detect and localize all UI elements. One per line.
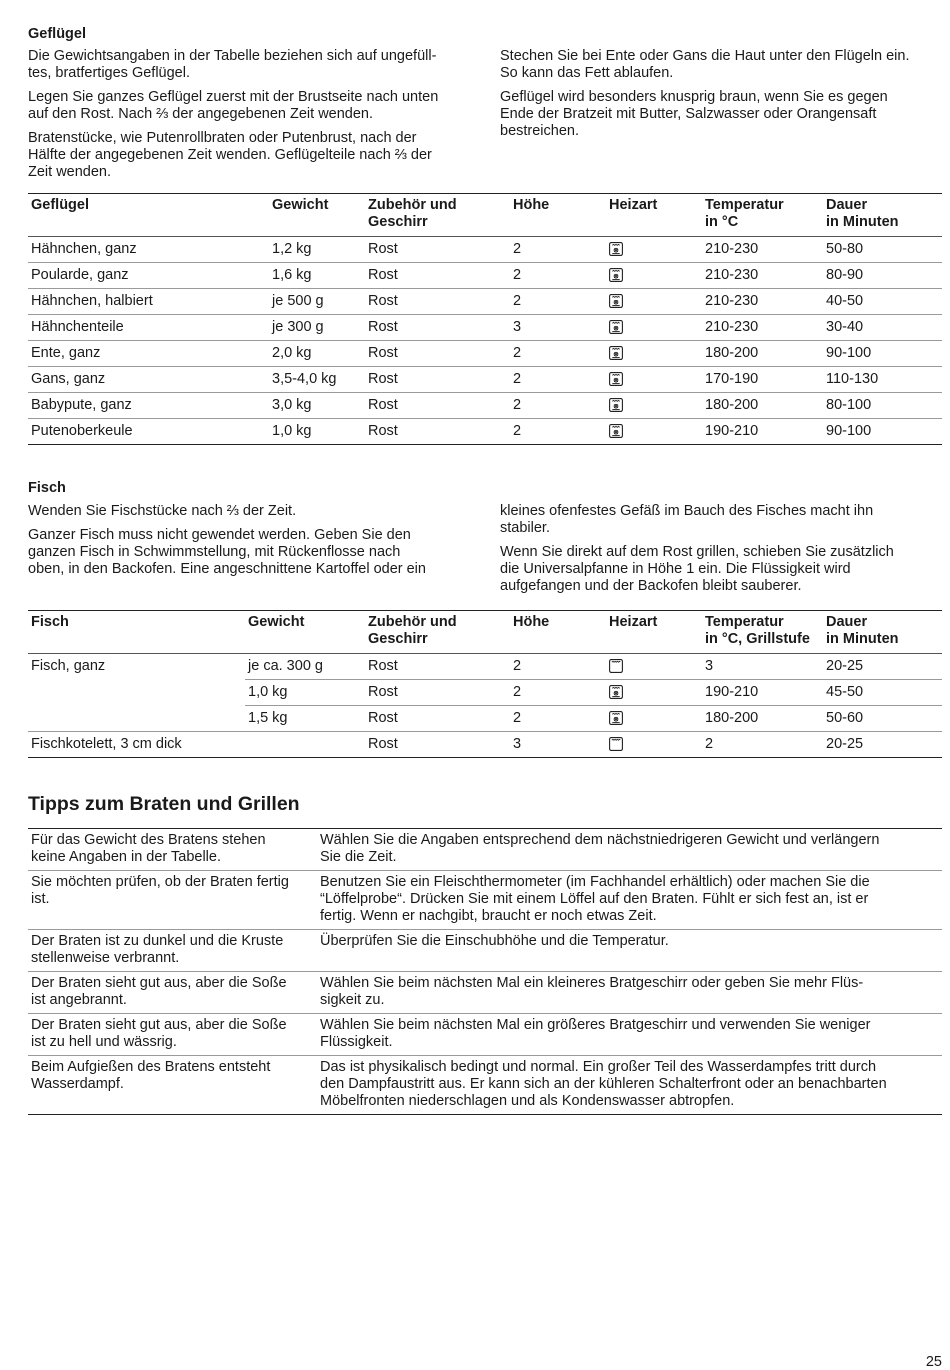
level-cell: 2 bbox=[510, 237, 606, 263]
heating-mode-cell bbox=[606, 654, 702, 680]
table-row bbox=[28, 237, 942, 263]
column-header: Gewicht bbox=[269, 194, 365, 237]
fisch-right-column bbox=[500, 503, 945, 602]
heating-mode-cell bbox=[606, 263, 702, 289]
accessory-cell: Rost bbox=[365, 367, 510, 393]
circulating-air-grill-icon bbox=[609, 319, 623, 335]
accessory-cell: Rost bbox=[365, 237, 510, 263]
table-row bbox=[28, 654, 942, 680]
circulating-air-grill-icon bbox=[609, 241, 623, 257]
tips-row bbox=[28, 1056, 942, 1115]
column-header: Temperatur in °C, Grillstufe bbox=[702, 611, 823, 654]
heating-mode-cell bbox=[606, 341, 702, 367]
duration-cell: 50-60 bbox=[823, 706, 942, 732]
column-header: Temperatur in °C bbox=[702, 194, 823, 237]
tip-problem-cell: Für das Gewicht des Bratens stehen keine Angaben in der Tabelle. bbox=[28, 829, 317, 871]
circulating-air-grill-icon bbox=[609, 345, 623, 361]
duration-cell: 50-80 bbox=[823, 237, 942, 263]
weight-cell: 2,0 kg bbox=[269, 341, 365, 367]
gefluegel-table bbox=[28, 193, 942, 445]
heating-mode-cell bbox=[606, 732, 702, 758]
table-row bbox=[28, 341, 942, 367]
heating-mode-cell bbox=[606, 289, 702, 315]
temperature-cell: 3 bbox=[702, 654, 823, 680]
dish-name-cell: Hähnchen, ganz bbox=[28, 237, 269, 263]
paragraph: Die Gewichtsangaben in der Tabelle beziehen sich auf ungefüll- tes, bratfertiges Geflügel. bbox=[28, 48, 437, 81]
duration-cell: 80-100 bbox=[823, 393, 942, 419]
table-row bbox=[28, 263, 942, 289]
weight-cell: 1,2 kg bbox=[269, 237, 365, 263]
dish-name-cell: Babypute, ganz bbox=[28, 393, 269, 419]
section-heading-fisch: Fisch bbox=[28, 480, 66, 496]
column-header: Dauer in Minuten bbox=[823, 194, 942, 237]
column-header: Zubehör und Geschirr bbox=[365, 611, 510, 654]
dish-name-cell: Putenoberkeule bbox=[28, 419, 269, 445]
circulating-air-grill-icon bbox=[609, 371, 623, 387]
level-cell: 2 bbox=[510, 706, 606, 732]
table-row bbox=[28, 706, 942, 732]
level-cell: 3 bbox=[510, 732, 606, 758]
table-row bbox=[28, 367, 942, 393]
dish-name-cell bbox=[28, 680, 245, 706]
paragraph: Geflügel wird besonders knusprig braun, wenn Sie es gegen Ende der Bratzeit mit Butter, Salzwasser oder Orangensaft bestreichen. bbox=[500, 89, 888, 139]
grill-icon bbox=[609, 736, 623, 752]
column-header: Zubehör und Geschirr bbox=[365, 194, 510, 237]
column-header: Heizart bbox=[606, 194, 702, 237]
temperature-cell: 180-200 bbox=[702, 393, 823, 419]
circulating-air-grill-icon bbox=[609, 267, 623, 283]
duration-cell: 20-25 bbox=[823, 732, 942, 758]
table-row bbox=[28, 680, 942, 706]
accessory-cell: Rost bbox=[365, 341, 510, 367]
circulating-air-grill-icon bbox=[609, 397, 623, 413]
temperature-cell: 210-230 bbox=[702, 289, 823, 315]
paragraph: kleines ofenfestes Gefäß im Bauch des Fisches macht ihn stabiler. bbox=[500, 503, 874, 536]
tips-row bbox=[28, 972, 942, 1014]
tips-table bbox=[28, 828, 942, 1115]
fisch-table bbox=[28, 610, 942, 758]
tip-solution-cell: Das ist physikalisch bedingt und normal. Ein großer Teil des Wasserdampfes tritt durch den Dampfaustritt aus. Er kann sich an der kühleren Schalterfront oder an benachbarten Möbelfronten niederschlagen und als Kondenswasser abtropfen. bbox=[317, 1056, 942, 1115]
grill-icon bbox=[609, 658, 623, 674]
table-row bbox=[28, 732, 942, 758]
table-row bbox=[28, 315, 942, 341]
circulating-air-grill-icon bbox=[609, 710, 623, 726]
dish-name-cell bbox=[28, 706, 245, 732]
weight-cell: 1,6 kg bbox=[269, 263, 365, 289]
level-cell: 2 bbox=[510, 680, 606, 706]
heating-mode-cell bbox=[606, 393, 702, 419]
gefluegel-right-column bbox=[500, 48, 945, 147]
level-cell: 2 bbox=[510, 367, 606, 393]
temperature-cell: 190-210 bbox=[702, 680, 823, 706]
level-cell: 3 bbox=[510, 315, 606, 341]
paragraph: Legen Sie ganzes Geflügel zuerst mit der Brustseite nach unten auf den Rost. Nach ⅔ der angegebenen Zeit wenden. bbox=[28, 89, 439, 122]
tip-problem-cell: Sie möchten prüfen, ob der Braten fertig ist. bbox=[28, 871, 317, 930]
tips-row bbox=[28, 871, 942, 930]
dish-name-cell: Gans, ganz bbox=[28, 367, 269, 393]
tip-solution-cell: Wählen Sie die Angaben entsprechend dem nächstniedrigeren Gewicht und verlängern Sie die Zeit. bbox=[317, 829, 942, 871]
level-cell: 2 bbox=[510, 263, 606, 289]
accessory-cell: Rost bbox=[365, 706, 510, 732]
gefluegel-left-column bbox=[28, 48, 478, 188]
accessory-cell: Rost bbox=[365, 315, 510, 341]
dish-name-cell: Fisch, ganz bbox=[31, 658, 106, 674]
tip-problem-cell: Der Braten ist zu dunkel und die Kruste stellenweise verbrannt. bbox=[28, 930, 317, 972]
table-row bbox=[28, 419, 942, 445]
temperature-cell: 210-230 bbox=[702, 263, 823, 289]
dish-name-cell: Ente, ganz bbox=[28, 341, 269, 367]
paragraph: Stechen Sie bei Ente oder Gans die Haut unter den Flügeln ein. So kann das Fett ablaufen. bbox=[500, 48, 910, 81]
tips-row bbox=[28, 930, 942, 972]
duration-cell: 90-100 bbox=[823, 419, 942, 445]
column-header: Höhe bbox=[510, 611, 606, 654]
level-cell: 2 bbox=[510, 419, 606, 445]
column-header: Höhe bbox=[510, 194, 606, 237]
tip-problem-cell: Beim Aufgießen des Bratens entsteht Wasserdampf. bbox=[28, 1056, 317, 1115]
duration-cell: 110-130 bbox=[823, 367, 942, 393]
column-header: Gewicht bbox=[245, 611, 365, 654]
table-header-row bbox=[28, 194, 942, 237]
dish-name-cell: Poularde, ganz bbox=[28, 263, 269, 289]
tip-solution-cell: Wählen Sie beim nächsten Mal ein kleineres Bratgeschirr oder geben Sie mehr Flüs- sigkeit zu. bbox=[317, 972, 942, 1014]
temperature-cell: 180-200 bbox=[702, 706, 823, 732]
tips-row bbox=[28, 1014, 942, 1056]
level-cell: 2 bbox=[510, 341, 606, 367]
duration-cell: 30-40 bbox=[823, 315, 942, 341]
heating-mode-cell bbox=[606, 706, 702, 732]
weight-cell bbox=[245, 732, 365, 758]
duration-cell: 45-50 bbox=[823, 680, 942, 706]
weight-cell: je ca. 300 g bbox=[245, 654, 365, 680]
duration-cell: 20-25 bbox=[823, 654, 942, 680]
duration-cell: 80-90 bbox=[823, 263, 942, 289]
temperature-cell: 210-230 bbox=[702, 237, 823, 263]
weight-cell: je 500 g bbox=[269, 289, 365, 315]
tip-solution-cell: Überprüfen Sie die Einschubhöhe und die Temperatur. bbox=[317, 930, 942, 972]
heating-mode-cell bbox=[606, 367, 702, 393]
paragraph: Wenn Sie direkt auf dem Rost grillen, schieben Sie zusätzlich die Universalpfanne in Höhe 1 ein. Die Flüssigkeit wird aufgefangen und der Backofen bleibt sauberer. bbox=[500, 544, 894, 594]
circulating-air-grill-icon bbox=[609, 293, 623, 309]
weight-cell: 1,0 kg bbox=[245, 680, 365, 706]
accessory-cell: Rost bbox=[365, 680, 510, 706]
table-header-row bbox=[28, 611, 942, 654]
circulating-air-grill-icon bbox=[609, 684, 623, 700]
dish-name-cell: Fischkotelett, 3 cm dick bbox=[28, 732, 245, 758]
table-row bbox=[28, 289, 942, 315]
tip-solution-cell: Wählen Sie beim nächsten Mal ein größeres Bratgeschirr und verwenden Sie weniger Flüssigkeit. bbox=[317, 1014, 942, 1056]
level-cell: 2 bbox=[510, 654, 606, 680]
dish-name-cell: Hähnchen, halbiert bbox=[28, 289, 269, 315]
table-row bbox=[28, 393, 942, 419]
temperature-cell: 190-210 bbox=[702, 419, 823, 445]
temperature-cell: 180-200 bbox=[702, 341, 823, 367]
circulating-air-grill-icon bbox=[609, 423, 623, 439]
accessory-cell: Rost bbox=[365, 732, 510, 758]
temperature-cell: 170-190 bbox=[702, 367, 823, 393]
heating-mode-cell bbox=[606, 315, 702, 341]
temperature-cell: 2 bbox=[702, 732, 823, 758]
page-number: 25 bbox=[925, 1354, 942, 1370]
paragraph: Ganzer Fisch muss nicht gewendet werden. Geben Sie den ganzen Fisch in Schwimmstellung, mit Rückenflosse nach oben, in den Backofen. Eine angeschnittene Kartoffel oder ein bbox=[28, 527, 426, 577]
tip-problem-cell: Der Braten sieht gut aus, aber die Soße ist angebrannt. bbox=[28, 972, 317, 1014]
tips-heading: Tipps zum Braten und Grillen bbox=[28, 793, 300, 815]
weight-cell: 1,0 kg bbox=[269, 419, 365, 445]
accessory-cell: Rost bbox=[365, 289, 510, 315]
accessory-cell: Rost bbox=[365, 419, 510, 445]
tip-solution-cell: Benutzen Sie ein Fleischthermometer (im Fachhandel erhältlich) oder machen Sie die “Löffelprobe“. Drücken Sie mit einem Löffel auf den Braten. Fühlt er sich fest an, ist er fertig. Wenn er nachgibt, braucht er noch etwas Zeit. bbox=[317, 871, 942, 930]
tips-row bbox=[28, 829, 942, 871]
paragraph: Bratenstücke, wie Putenrollbraten oder Putenbrust, nach der Hälfte der angegebenen Zeit wenden. Geflügelteile nach ⅔ der Zeit wenden. bbox=[28, 130, 432, 180]
heating-mode-cell bbox=[606, 680, 702, 706]
column-header: Dauer in Minuten bbox=[823, 611, 942, 654]
weight-cell: je 300 g bbox=[269, 315, 365, 341]
weight-cell: 3,5-4,0 kg bbox=[269, 367, 365, 393]
column-header: Heizart bbox=[606, 611, 702, 654]
tip-problem-cell: Der Braten sieht gut aus, aber die Soße ist zu hell und wässrig. bbox=[28, 1014, 317, 1056]
accessory-cell: Rost bbox=[365, 654, 510, 680]
column-header: Fisch bbox=[28, 611, 245, 654]
level-cell: 2 bbox=[510, 393, 606, 419]
heating-mode-cell bbox=[606, 419, 702, 445]
duration-cell: 90-100 bbox=[823, 341, 942, 367]
section-heading-gefluegel: Geflügel bbox=[28, 26, 87, 42]
accessory-cell: Rost bbox=[365, 393, 510, 419]
heating-mode-cell bbox=[606, 237, 702, 263]
accessory-cell: Rost bbox=[365, 263, 510, 289]
paragraph: Wenden Sie Fischstücke nach ⅔ der Zeit. bbox=[28, 503, 297, 519]
fisch-left-column bbox=[28, 503, 478, 585]
temperature-cell: 210-230 bbox=[702, 315, 823, 341]
level-cell: 2 bbox=[510, 289, 606, 315]
duration-cell: 40-50 bbox=[823, 289, 942, 315]
weight-cell: 1,5 kg bbox=[245, 706, 365, 732]
column-header: Geflügel bbox=[28, 194, 269, 237]
dish-name-cell: Hähnchenteile bbox=[28, 315, 269, 341]
weight-cell: 3,0 kg bbox=[269, 393, 365, 419]
